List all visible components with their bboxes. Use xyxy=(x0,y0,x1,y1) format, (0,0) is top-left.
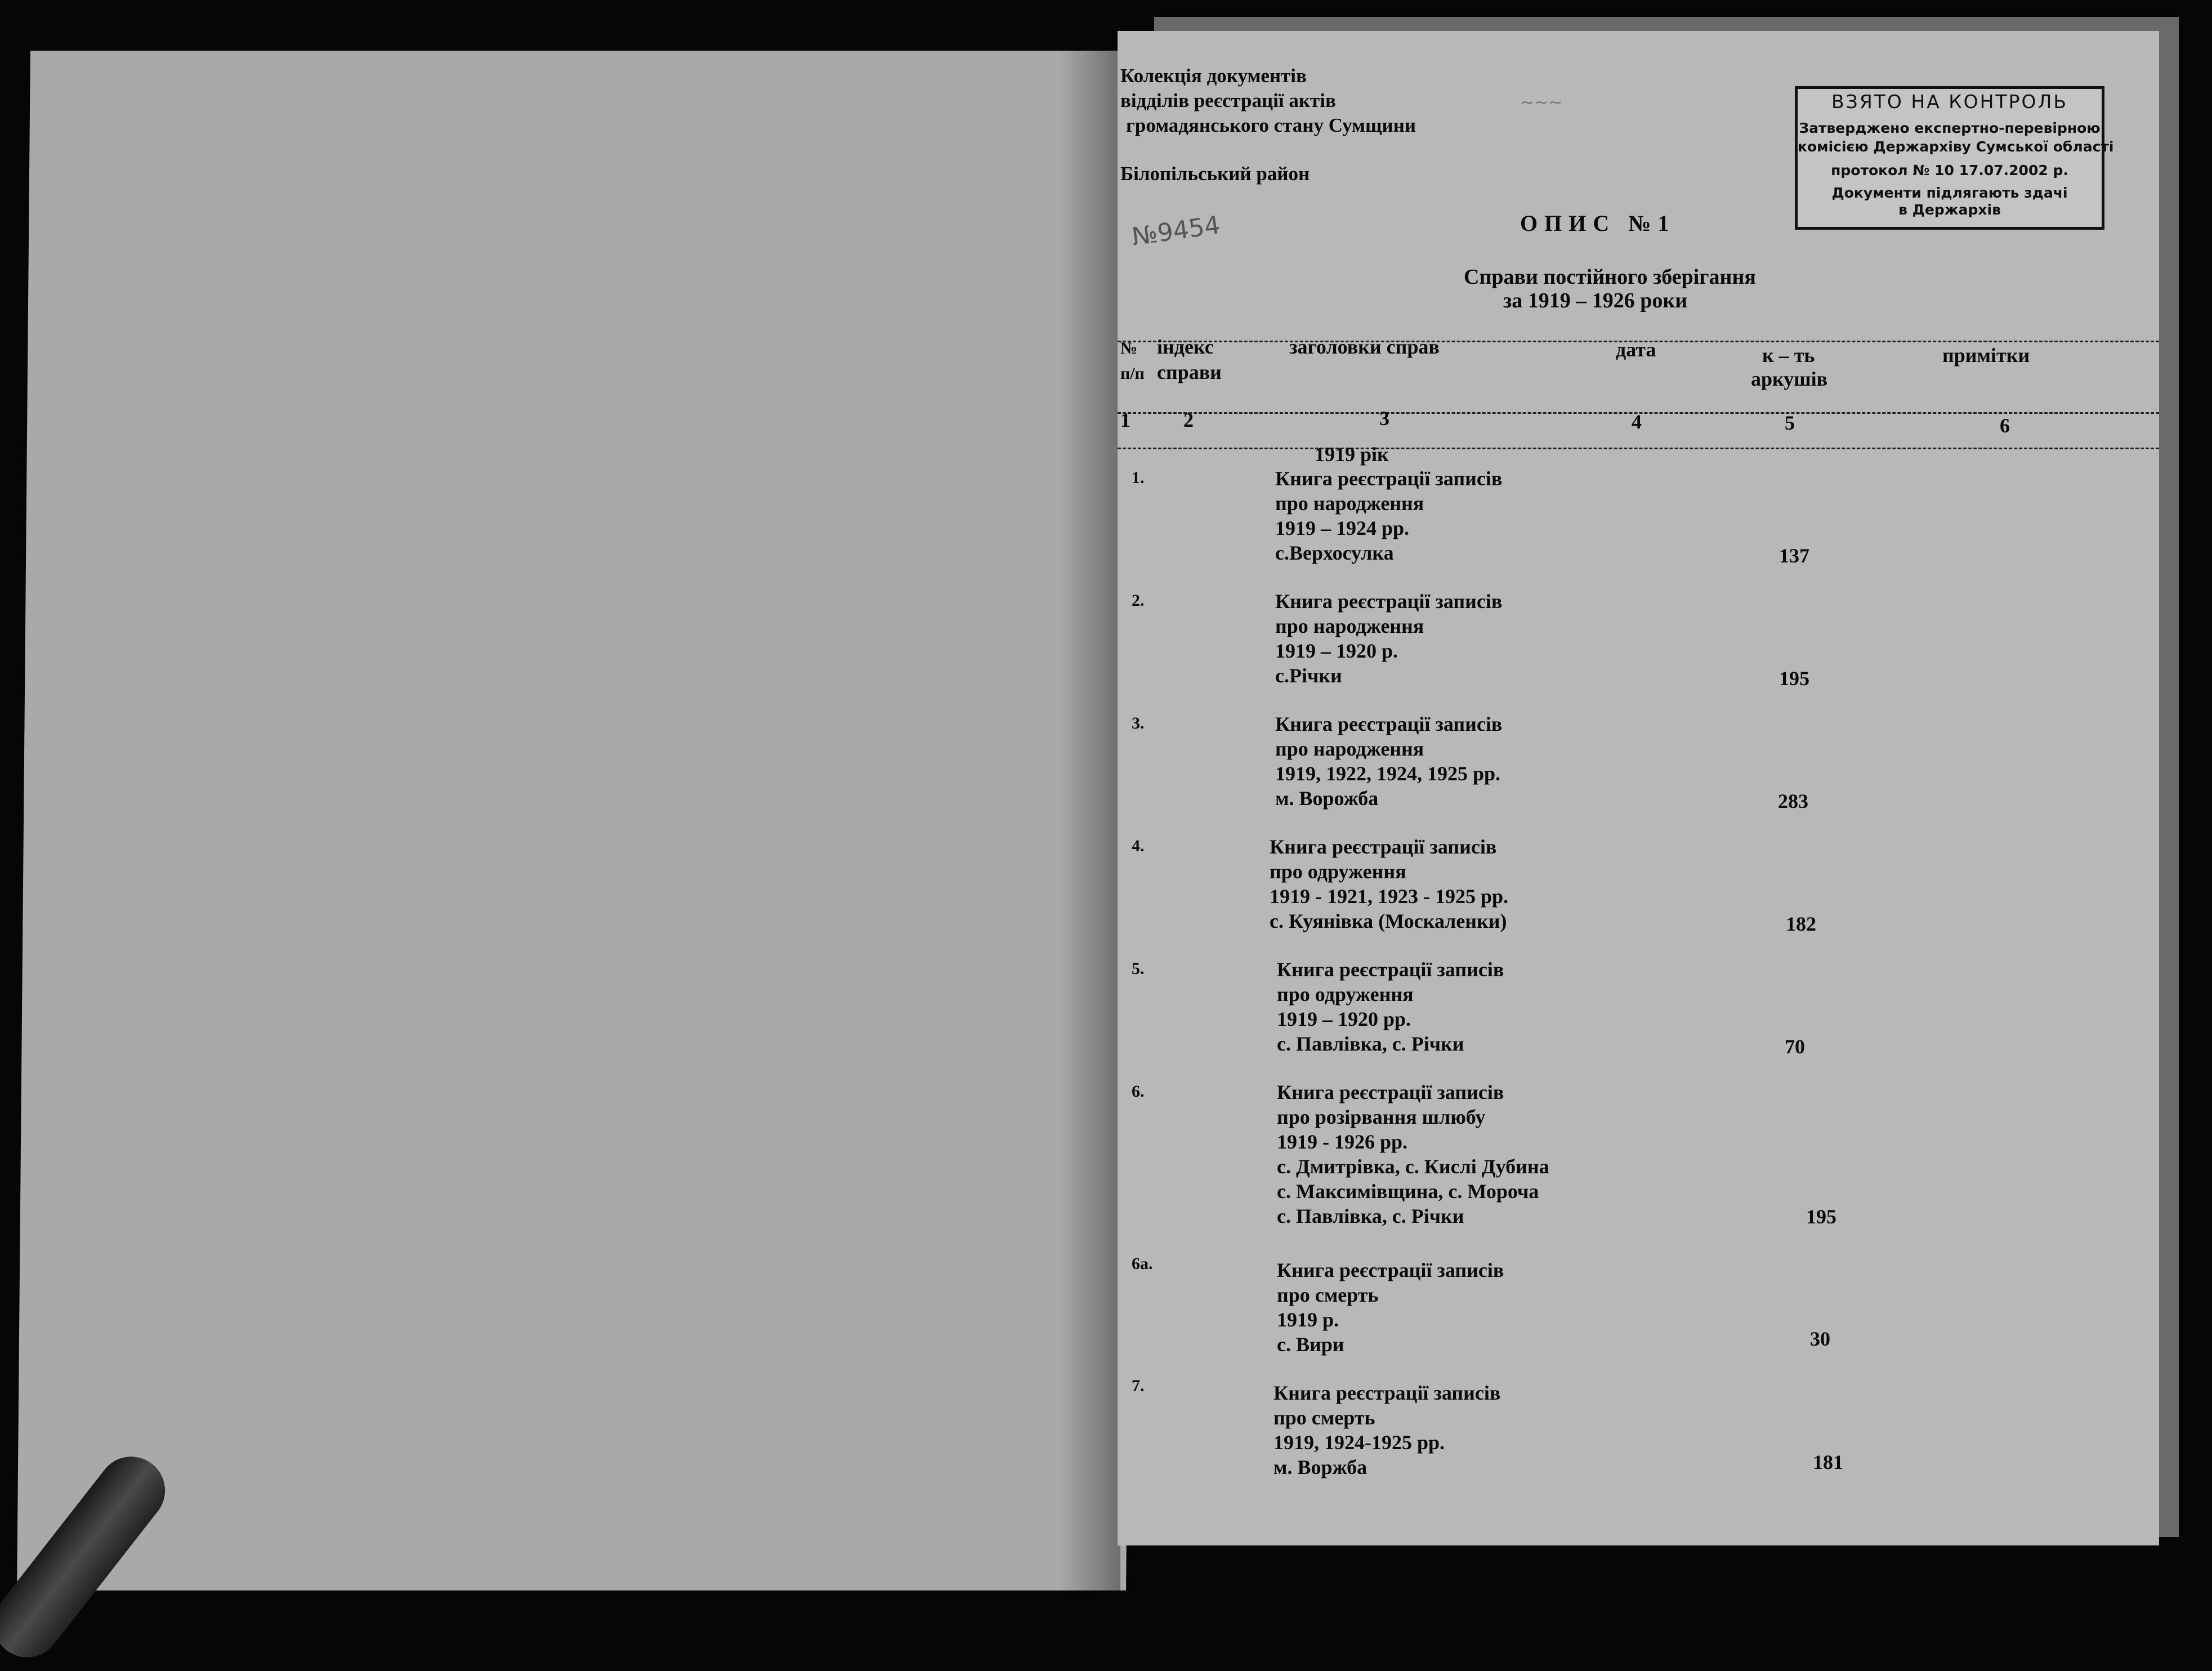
list-item: Книга реєстрації записів про одруження 1919 - 1921, 1923 - 1925 рр. с. Куянівка (Москаленки) xyxy=(1270,836,1509,932)
stamp-line-6: в Держархів xyxy=(1898,202,2001,218)
col-count-line1: к – ть xyxy=(1762,344,1815,367)
stamp-line-1: ВЗЯТО НА КОНТРОЛЬ xyxy=(1831,91,2068,113)
list-item: Книга реєстрації записів про народження 1919 – 1924 рр. с.Верхосулка xyxy=(1275,467,1503,564)
list-item: Книга реєстрації записів про смерть 1919 р. с. Вири xyxy=(1277,1259,1504,1356)
col-number-3: 3 xyxy=(1379,407,1389,430)
stamp-line-4: протокол № 10 17.07.2002 р. xyxy=(1831,162,2068,178)
entry-number: 3. xyxy=(1132,714,1145,732)
year-heading: 1919 рік xyxy=(1315,443,1389,466)
sheet-count: 195 xyxy=(1779,667,1809,690)
collection-line-1: Колекція документів xyxy=(1120,65,1307,87)
col-no-line1: № xyxy=(1120,339,1138,358)
entry-number: 5. xyxy=(1132,959,1145,978)
stamp-line-2: Затверджено експертно-перевірною xyxy=(1799,120,2101,136)
sheet-count: 30 xyxy=(1810,1328,1830,1350)
col-date: дата xyxy=(1616,338,1656,361)
sheet-count: 195 xyxy=(1806,1205,1836,1228)
sheet-count: 181 xyxy=(1813,1451,1843,1473)
control-stamp xyxy=(1795,86,2114,230)
binding-shadow xyxy=(1058,51,1120,1590)
col-index-line1: індекс xyxy=(1157,336,1214,358)
right-document-page xyxy=(1118,31,2159,1545)
left-blank-page xyxy=(17,51,1139,1590)
subtitle-line-2: за 1919 – 1926 роки xyxy=(1503,289,1688,312)
district-label: Білопільський район xyxy=(1120,163,1310,185)
subtitle-line-1: Справи постійного зберігання xyxy=(1464,265,1756,289)
col-notes: примітки xyxy=(1942,344,2030,367)
list-item: Книга реєстрації записів про народження 1919, 1922, 1924, 1925 рр. м. Ворожба xyxy=(1275,713,1503,810)
entry-number: 1. xyxy=(1132,468,1145,487)
entry-number: 4. xyxy=(1132,837,1145,855)
stamp-line-5: Документи підлягають здачі xyxy=(1831,185,2068,201)
list-item: Книга реєстрації записів про розірвання шлюбу 1919 - 1926 рр. с. Дмитрівка, с. Кислі Дубина с. Максимівщина, с. Мороча с. Павлівка, с. Річки xyxy=(1277,1081,1549,1227)
stamp-line-3: комісією Держархіву Сумської області xyxy=(1798,138,2114,155)
entry-number: 7. xyxy=(1132,1377,1145,1395)
inventory-title: ОПИС №1 xyxy=(1520,211,1676,236)
entry-number: 6. xyxy=(1132,1082,1145,1101)
faint-stamp-mark: ~~~ xyxy=(1520,93,1563,113)
col-index-line2: справи xyxy=(1157,361,1222,383)
col-number-1: 1 xyxy=(1120,409,1130,431)
handwritten-archive-number: №9454 xyxy=(1130,211,1222,252)
col-number-2: 2 xyxy=(1183,409,1194,431)
header-divider-bottom xyxy=(1118,448,2159,449)
entry-number: 2. xyxy=(1132,591,1145,610)
sheet-count: 137 xyxy=(1779,544,1809,567)
list-item: Книга реєстрації записів про смерть 1919, 1924-1925 рр. м. Воржба xyxy=(1273,1382,1501,1478)
sheet-count: 182 xyxy=(1786,913,1816,935)
collection-line-3: громадянського стану Сумщини xyxy=(1126,114,1416,136)
list-item: Книга реєстрації записів про одруження 1919 – 1920 рр. с. Павлівка, с. Річки xyxy=(1277,958,1504,1055)
list-item: Книга реєстрації записів про народження 1919 – 1920 р. с.Річки xyxy=(1275,590,1503,687)
col-number-4: 4 xyxy=(1632,410,1642,433)
col-count-line2: аркушів xyxy=(1751,368,1828,390)
col-no-line2: п/п xyxy=(1120,364,1145,383)
collection-line-2: відділів реєстрації актів xyxy=(1120,90,1336,111)
col-heading: заголовки справ xyxy=(1289,336,1440,358)
entry-number: 6а. xyxy=(1132,1254,1153,1273)
sheet-count: 283 xyxy=(1778,790,1808,812)
col-number-6: 6 xyxy=(2000,414,2010,437)
sheet-count: 70 xyxy=(1785,1035,1805,1058)
col-number-5: 5 xyxy=(1785,412,1795,434)
